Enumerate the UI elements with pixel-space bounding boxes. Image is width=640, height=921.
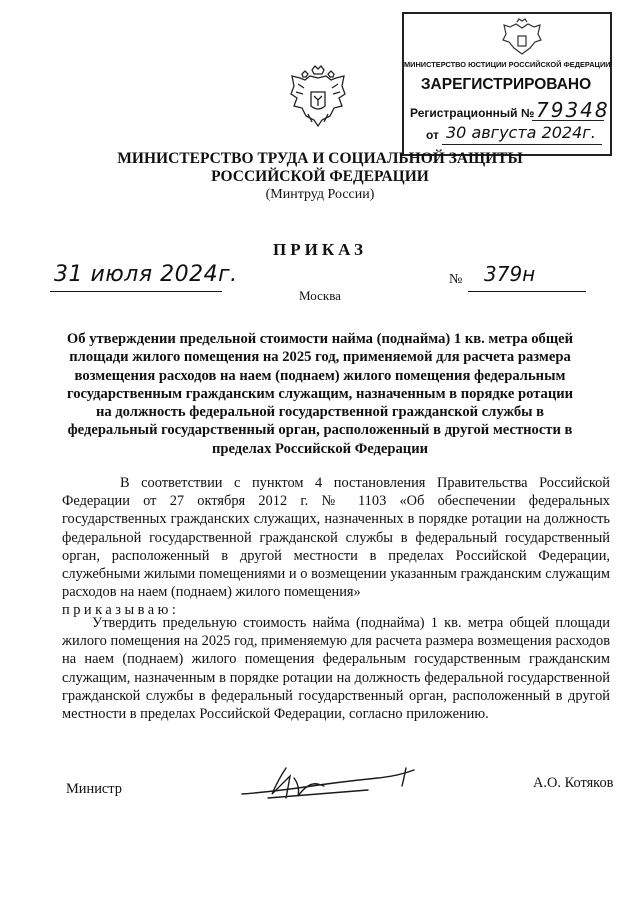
stamp-number-value: 79348 [536, 98, 610, 122]
signer-position: Министр [66, 781, 122, 797]
order-word: приказываю: [62, 602, 180, 619]
body-paragraph-1-text: В соответствии с пунктом 4 постановления Правительства Российской Федерации от 27 октября 2012 г. № 1103 «Об обеспечении федеральных государственных гражданских служащих, назначенных в порядке ротации на должность федеральной государственной гражданской службы в федеральный государственный орган, расположенный в другой местности в пределах Российской Федерации, служебными жилыми помещениями и о возмещении указанным гражданским служащим расходов на наем (поднаем) жилого помещения» [62, 475, 610, 601]
stamp-date-label: от [426, 128, 439, 142]
body-paragraph-1 [62, 474, 610, 620]
document-date: 31 июля 2024г. [54, 262, 238, 287]
document-number: 379н [484, 262, 536, 286]
stamp-ministry-label: МИНИСТЕРСТВО ЮСТИЦИИ РОССИЙСКОЙ ФЕДЕРАЦИИ [404, 60, 611, 69]
body-paragraph-2: Утвердить предельную стоимость найма (поднайма) 1 кв. метра общей площади жилого помещения на 2025 год, применяемую для расчета размера возмещения расходов на наем (поднаем) жилого помещения федеральным государственным гражданским служащим, назначенным в порядке ротации на должность федеральной государственной гражданской службы в федеральный государственный орган, расположенный в другой местности в пределах Российской Федерации, согласно приложению. [62, 615, 610, 723]
stamp-number-underline [532, 120, 604, 121]
handwritten-signature [228, 764, 428, 804]
document-type: ПРИКАЗ [273, 240, 367, 259]
stamp-eagle-icon [500, 18, 544, 60]
document-number-sign: № [449, 272, 463, 287]
stamp-registered-label: ЗАРЕГИСТРИРОВАНО [420, 76, 592, 93]
stamp-number-label: Регистрационный № [410, 106, 535, 120]
signer-name: А.О. Котяков [533, 775, 614, 791]
stamp-date-value: 30 августа 2024г. [446, 123, 596, 142]
document-heading: Об утверждении предельной стоимости найма (поднайма) 1 кв. метра общей площади жилого помещения на 2025 год, применяемой для расчета размера возмещения расходов на наем (поднаем) жилого помещения федеральным государственным гражданским служащим, назначенным в порядке ротации на должность федеральной государственной гражданской службы в федеральный государственный орган, расположенный в другой местности в пределах Российской Федерации [66, 331, 574, 457]
ministry-title: МИНИСТЕРСТВО ТРУДА И СОЦИАЛЬНОЙ ЗАЩИТЫ РОССИЙСКОЙ ФЕДЕРАЦИИ [117, 150, 523, 185]
ministry-short-name: (Минтруд России) [265, 187, 375, 202]
stamp-date-underline [442, 144, 602, 145]
coat-of-arms-icon [288, 64, 348, 130]
document-city: Москва [299, 288, 341, 303]
